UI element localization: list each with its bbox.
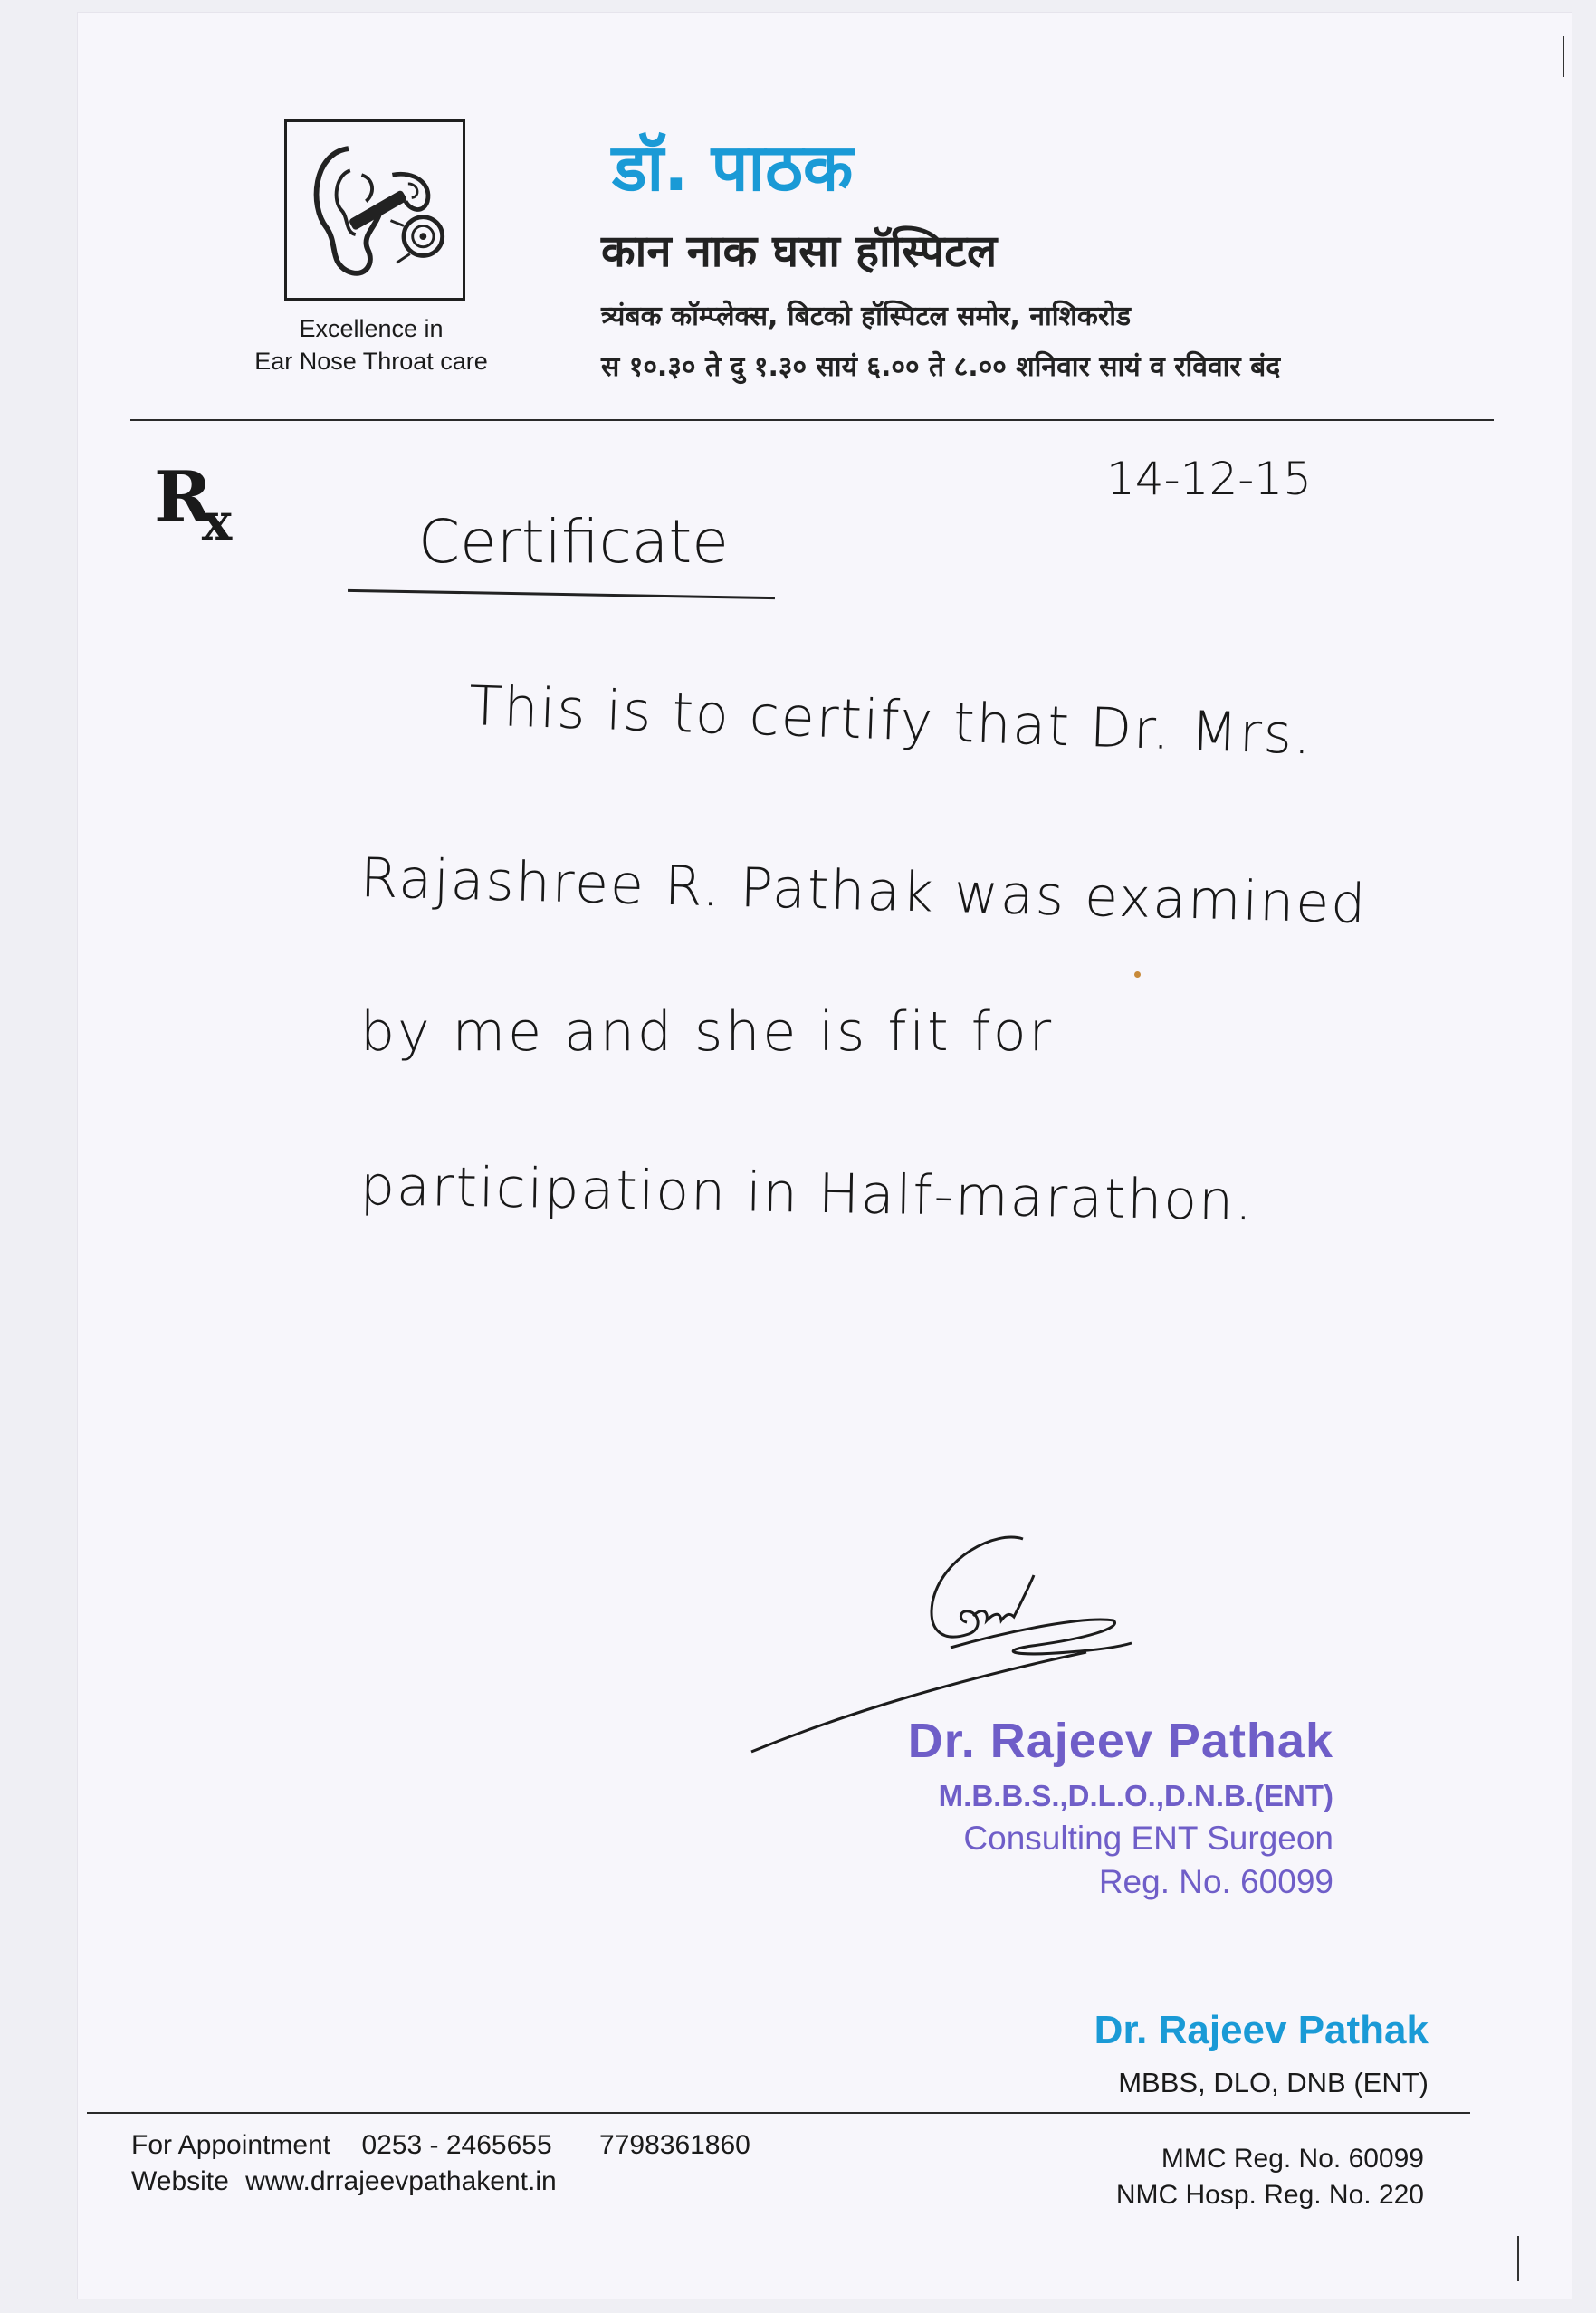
phone-mobile[interactable]: 7798361860 xyxy=(599,2130,750,2160)
margin-mark xyxy=(1517,2236,1519,2281)
stamp-name: Dr. Rajeev Pathak xyxy=(907,1714,1333,1768)
stamp-registration: Reg. No. 60099 xyxy=(1098,1863,1333,1900)
doctor-qualifications: MBBS, DLO, DNB (ENT) xyxy=(1118,2067,1429,2098)
appointment-label: For Appointment xyxy=(131,2130,331,2160)
website-label: Website xyxy=(131,2166,229,2196)
appointment-line xyxy=(131,2130,750,2161)
certificate-body-line: Rajashree R. Pathak was examined xyxy=(359,846,1369,937)
website-line xyxy=(131,2166,557,2197)
stamp-designation: Consulting ENT Surgeon xyxy=(963,1820,1333,1857)
certificate-date: 14-12-15 xyxy=(1106,453,1312,505)
hospital-name: डॉ. पाठक xyxy=(612,129,854,205)
tagline xyxy=(208,312,534,378)
ink-speck xyxy=(1134,971,1141,978)
certificate-title: Certificate xyxy=(418,507,729,577)
mmc-registration: MMC Reg. No. 60099 xyxy=(1161,2144,1424,2174)
certificate-body-line: participation in Half-marathon. xyxy=(359,1154,1255,1234)
certificate-body-line: by me and she is fit for xyxy=(360,1000,1055,1064)
tagline-line-1: Excellence in xyxy=(299,315,444,342)
margin-mark xyxy=(1563,36,1564,77)
phone-landline[interactable]: 0253 - 2465655 xyxy=(361,2130,552,2160)
stamp-qualifications: M.B.B.S.,D.L.O.,D.N.B.(ENT) xyxy=(938,1779,1333,1812)
rx-symbol: $R_x$ xyxy=(154,456,233,552)
hospital-subtitle: कान नाक घसा हॉस्पिटल xyxy=(601,225,998,277)
hospital-address: त्र्यंबक कॉम्प्लेक्स, बिटको हॉस्पिटल समोर, नाशिकरोड xyxy=(601,301,1132,332)
hospital-hours: स १०.३० ते दु १.३० सायं ६.०० ते ८.०० शनिवार सायं व रविवार बंद xyxy=(601,351,1281,383)
ear-anatomy-icon xyxy=(284,119,465,301)
footer-divider xyxy=(87,2112,1470,2114)
nmc-registration: NMC Hosp. Reg. No. 220 xyxy=(1115,2180,1424,2210)
tagline-line-2: Ear Nose Throat care xyxy=(254,348,488,375)
doctor-name: Dr. Rajeev Pathak xyxy=(1094,2008,1429,2052)
certificate-body-line: This is to certify that Dr. Mrs. xyxy=(467,674,1314,768)
header-divider xyxy=(130,419,1494,421)
website-link[interactable]: www.drrajeevpathakent.in xyxy=(245,2166,557,2196)
